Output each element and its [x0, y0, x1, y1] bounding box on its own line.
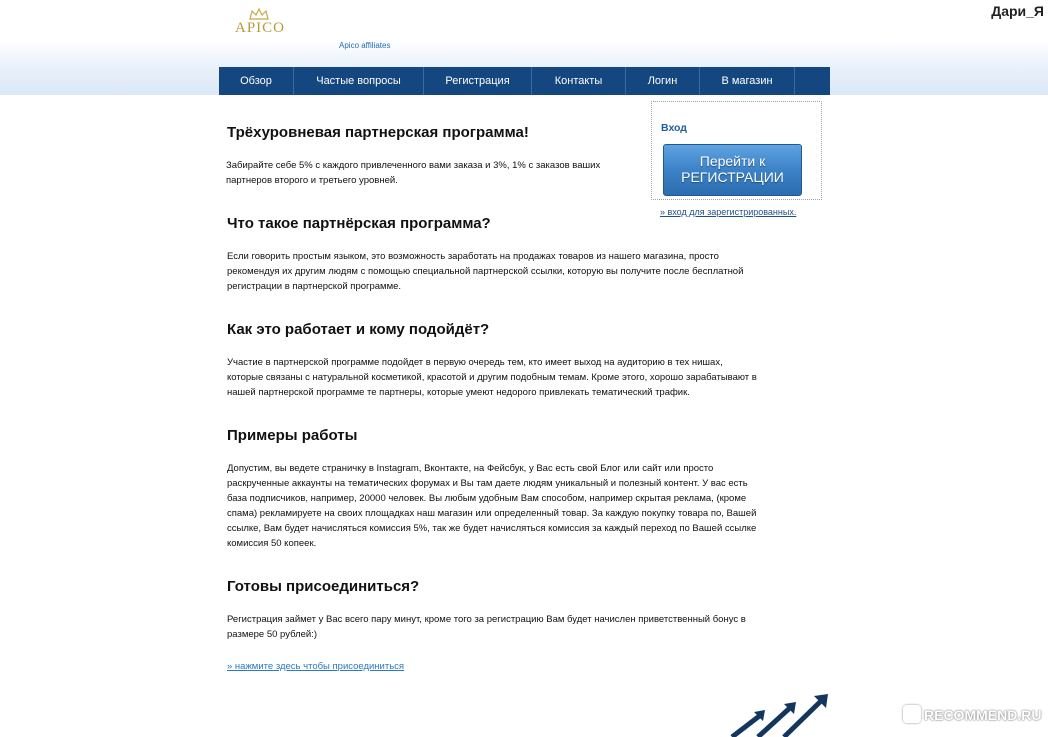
apico-logo[interactable]: [233, 8, 286, 38]
affiliate-label: Apico affiliates: [339, 41, 391, 50]
text-line: регистрации в партнерской программе.: [227, 281, 402, 292]
registered-login-link[interactable]: » вход для зарегистрированных.: [660, 207, 797, 217]
text-line: размере 50 рублей:): [227, 629, 318, 640]
section-text-examples: [227, 461, 756, 551]
login-box: [651, 101, 822, 200]
go-to-registration-button[interactable]: [663, 144, 802, 196]
watermark: [903, 705, 1041, 723]
nav-login[interactable]: Логин: [626, 67, 700, 95]
section-text-join: [227, 612, 746, 642]
text-line: база подписчиков, например, 20000 человек. Вы любым удобным Вам способом, например скрытая реклама, (кроме: [227, 493, 747, 504]
main-nav: [219, 67, 830, 95]
text-line: Если говорить простым языком, это возможность заработать на продажах товаров из нашего магазина, просто: [227, 251, 719, 262]
nav-faq[interactable]: Частые вопросы: [294, 67, 424, 95]
text-line: Участие в партнерской программе подойдет в первую очередь тем, кто имеет выход на аудиторию в тех нишах,: [227, 357, 723, 368]
text-line: партнеров второго и третьего уровней.: [226, 175, 398, 186]
nav-shop[interactable]: В магазин: [700, 67, 795, 95]
text-line: Регистрация займет у Вас всего пару минут, кроме того за регистрацию Вам будет начислен приветственный бонус в: [227, 614, 746, 625]
section-title-join: Готовы присоединиться?: [227, 578, 420, 595]
section-title-what: Что такое партнёрская программа?: [227, 215, 491, 232]
watermark-text: RECOMMEND.RU: [924, 707, 1042, 723]
user-name[interactable]: Дари_Я: [991, 3, 1044, 19]
button-line-1: Перейти к: [699, 153, 766, 169]
growth-arrows-icon: [722, 694, 830, 737]
nav-contacts[interactable]: Контакты: [532, 67, 626, 95]
crown-icon: [248, 8, 270, 20]
section-text-what: [227, 249, 743, 294]
section-title-program: Трёхуровневая партнерская программа!: [227, 124, 529, 141]
join-link[interactable]: » нажмите здесь чтобы присоединиться: [227, 661, 405, 672]
section-text-program: [226, 158, 600, 188]
text-line: которые связаны с натуральной косметикой, красотой и другим подобным темам. Кроме этого, хорошо зарабатывают в: [227, 372, 757, 383]
text-line: Допустим, вы ведете страничку в Instagram, Вконтакте, на Фейсбук, у Вас есть свой Блог или сайт или просто: [227, 463, 714, 474]
text-line: комиссия 50 копеек.: [227, 538, 317, 549]
section-text-how: [227, 355, 757, 400]
button-line-2: РЕГИСТРАЦИИ: [681, 169, 784, 185]
text-line: рекомендуя их другим людям с помощью специальной партнерской ссылки, которую вы получите после бесплатной: [227, 266, 744, 277]
logo-text: APICO: [235, 20, 286, 36]
nav-overview[interactable]: Обзор: [219, 67, 294, 95]
recommend-logo-icon: [903, 705, 921, 723]
section-title-examples: Примеры работы: [227, 427, 358, 444]
text-line: Забирайте себе 5% с каждого привлеченного вами заказа и 3%, 1% с заказов ваших: [226, 160, 601, 171]
text-line: раскрученные аккаунты на тематических форумах и Вы там даете людям уникальный и полезный контент. У вас есть: [227, 478, 748, 489]
text-line: нашей партнерской программе те партнеры, которые умеют недорого привлекать тематический трафик.: [227, 387, 690, 398]
section-title-how: Как это работает и кому подойдёт?: [227, 321, 490, 338]
login-title: Вход: [661, 122, 687, 134]
nav-registration[interactable]: Регистрация: [424, 67, 532, 95]
text-line: спама) рекламируете на своих площадках наш магазин или определенный товар. За каждую покупку товара по, Вашей: [227, 508, 757, 519]
text-line: ссылке, Вам будет начисляться комиссия 5%, так же будет начисляться комиссия за каждый переход по Вашей ссылке: [227, 523, 757, 534]
